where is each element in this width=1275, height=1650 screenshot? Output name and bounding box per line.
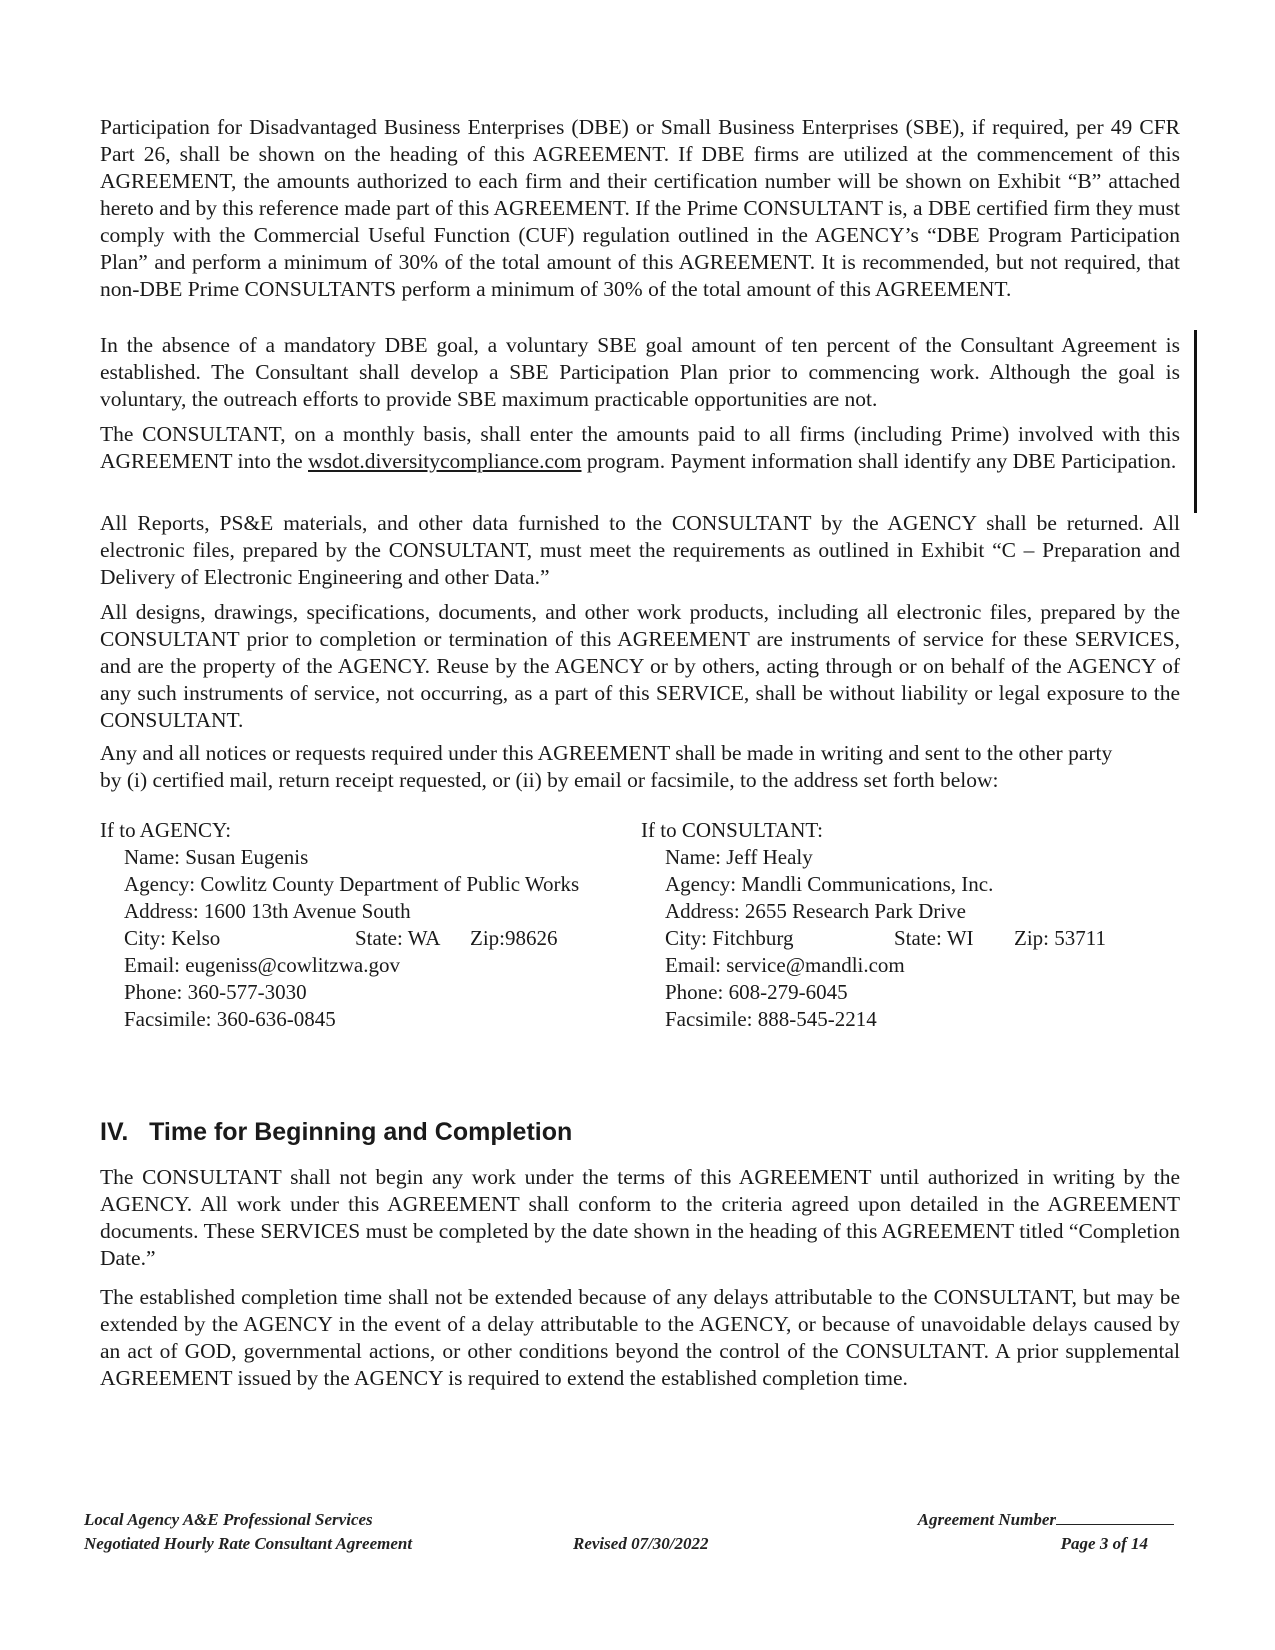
consultant-contact-city-row [641,925,1106,952]
footer-form-subtitle: Negotiated Hourly Rate Consultant Agreement [84,1534,413,1553]
agency-contact-city: City: Kelso [124,926,221,950]
footer-left [84,1508,412,1556]
consultant-contact-phone: Phone: 608-279-6045 [665,980,848,1004]
agency-contact-address: Address: 1600 13th Avenue South [124,899,411,923]
footer-right [892,1508,1174,1556]
consultant-contact-city: City: Fitchburg [665,926,794,950]
payment-text-end: program. Payment information shall identify any DBE Participation. [581,449,1177,473]
agency-contact-block [100,817,579,1033]
begin-work-paragraph: The CONSULTANT shall not begin any work under the terms of this AGREEMENT until authorized in writing by the AGENCY. All work under this AGREEMENT shall conform to the criteria agreed upon detailed in the AGREEMENT documents. These SERVICES must be completed by the date shown in the heading of this AGREEMENT titled “Completion Date.” [100,1165,1180,1270]
footer-revision-date: Revised 07/30/2022 [573,1534,709,1553]
agency-contact-fax: Facsimile: 360-636-0845 [124,1007,336,1031]
sbe-goal-paragraph: In the absence of a mandatory DBE goal, a voluntary SBE goal amount of ten percent of the Consultant Agreement is established. The Consultant shall develop a SBE Participation Plan prior to commencing work. Although the goal is voluntary, the outreach efforts to provide SBE maximum practicable opportunities are not. [100,333,1180,411]
agreement-number-blank [1056,1508,1174,1525]
agency-contact-phone: Phone: 360-577-3030 [124,980,307,1004]
consultant-contact-header: If to CONSULTANT: [641,818,823,842]
footer-page-number: Page 3 of 14 [1060,1534,1148,1553]
section-heading: IV. Time for Beginning and Completion [100,1118,573,1146]
agency-contact-zip: Zip:98626 [470,926,558,950]
notices-paragraph: Any and all notices or requests required under this AGREEMENT shall be made in writing and sent to the other party by (i) certified mail, return receipt requested, or (ii) by email or facsimile, to the address set forth below: [100,741,1113,792]
consultant-contact-address: Address: 2655 Research Park Drive [665,899,966,923]
payment-text-start: The CONSULTANT, on a monthly basis, shall enter the amounts paid to all firms (including Prime) involved with this AGREEMENT into the [100,422,1180,473]
agency-contact-name: Name: Susan Eugenis [124,845,309,869]
completion-time-paragraph: The established completion time shall not be extended because of any delays attributable to the CONSULTANT, but may be extended by the AGENCY in the event of a delay attributable to the AGENCY, or because of unavoidable delays caused by an act of GOD, governmental actions, or other conditions beyond the control of the CONSULTANT. A prior supplemental AGREEMENT issued by the AGENCY is required to extend the established completion time. [100,1285,1180,1390]
consultant-contact-agency: Agency: Mandli Communications, Inc. [665,872,994,896]
agency-contact-agency: Agency: Cowlitz County Department of Public Works [124,872,580,896]
monthly-payment-paragraph [100,421,1180,475]
consultant-contact-state: State: WI [894,926,974,950]
agency-contact-email: Email: eugeniss@cowlitzwa.gov [124,953,400,977]
agency-contact-state: State: WA [355,926,441,950]
agency-contact-header: If to AGENCY: [100,818,232,842]
agency-contact-city-row [100,925,579,952]
footer-agreement-number-label: Agreement Number [917,1510,1056,1529]
consultant-contact-fax: Facsimile: 888-545-2214 [665,1007,877,1031]
consultant-contact-name: Name: Jeff Healy [665,845,813,869]
consultant-contact-zip: Zip: 53711 [1014,926,1106,950]
reports-return-paragraph: All Reports, PS&E materials, and other data furnished to the CONSULTANT by the AGENCY shall be returned. All electronic files, prepared by the CONSULTANT, must meet the requirements as outlined in Exhibit “C – Preparation and Delivery of Electronic Engineering and other Data.” [100,511,1180,589]
footer-form-title: Local Agency A&E Professional Services [84,1510,373,1529]
work-products-paragraph: All designs, drawings, specifications, documents, and other work products, including all electronic files, prepared by the CONSULTANT prior to completion or termination of this AGREEMENT are instruments of service for these SERVICES, and are the property of the AGENCY. Reuse by the AGENCY or by others, acting through or on behalf of the AGENCY of any such instruments of service, not occurring, as a part of this SERVICE, shall be without liability or legal exposure to the CONSULTANT. [100,600,1180,732]
consultant-contact-email: Email: service@mandli.com [665,953,905,977]
revision-change-bar [1194,330,1197,513]
footer-agreement-number-row [892,1508,1174,1532]
consultant-contact-block [641,817,1106,1033]
dbe-participation-paragraph: Participation for Disadvantaged Business Enterprises (DBE) or Small Business Enterprises (SBE), if required, per 49 CFR Part 26, shall be shown on the heading of this AGREEMENT. If DBE firms are utilized at the commencement of this AGREEMENT, the amounts authorized to each firm and their certification number will be shown on Exhibit “B” attached hereto and by this reference made part of this AGREEMENT. If the Prime CONSULTANT is, a DBE certified firm they must comply with the Commercial Useful Function (CUF) regulation outlined in the AGENCY’s “DBE Program Participation Plan” and perform a minimum of 30% of the total amount of this AGREEMENT. It is recommended, but not required, that non-DBE Prime CONSULTANTS perform a minimum of 30% of the total amount of this AGREEMENT. [100,115,1180,301]
diversity-compliance-link[interactable]: wsdot.diversitycompliance.com [308,449,582,473]
